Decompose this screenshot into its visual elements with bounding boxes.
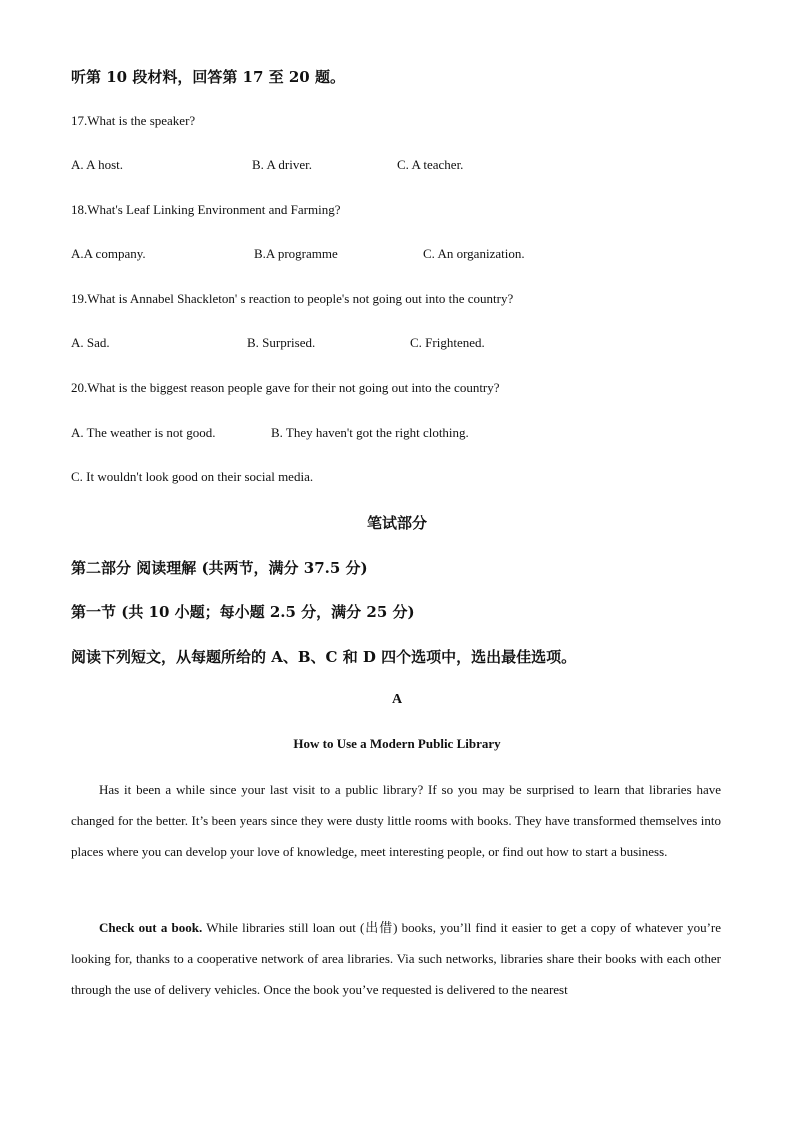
q18-option-a: A.A company. (71, 246, 146, 261)
reading-instruction: 阅读下列短文，从每题所给的 A、B、C 和 D 四个选项中，选出最佳选项。 (71, 648, 577, 666)
question-19: 19.What is Annabel Shackleton' s reaction to people's not going out into the country? (71, 291, 514, 306)
paragraph-1-text: Has it been a while since your last visit to a public library? If so you may be surprised to learn that libraries have changed for the better. It’s been years since they were dusty little rooms with books. They have transformed themselves into places where you can develop your love of knowledge, meet interesting people, or find out how to start a business. (71, 782, 721, 859)
part-two-heading: 第二部分 阅读理解 (共两节，满分 37.5 分) (71, 559, 368, 577)
q19-option-b: B. Surprised. (247, 335, 316, 350)
section-one-heading: 第一节 (共 10 小题；每小题 2.5 分，满分 25 分) (71, 603, 415, 621)
q17-option-b: B. A driver. (252, 157, 312, 172)
q19-option-c: C. Frightened. (410, 335, 485, 350)
paragraph-2-text: While libraries still loan out (出借) books, you’ll find it easier to get a copy of whatever you’re looking for, thanks to a cooperative network of area libraries. Via such networks, libraries share their books with each other through the use of delivery vehicles. Once the book you’ve requested is delivered to the nearest (71, 920, 721, 997)
question-20: 20.What is the biggest reason people gave for their not going out into the country? (71, 380, 500, 395)
q20-option-c: C. It wouldn't look good on their social media. (71, 469, 314, 484)
passage-letter: A (391, 692, 403, 707)
q18-option-b: B.A programme (254, 246, 338, 261)
q17-option-c: C. A teacher. (397, 157, 464, 172)
question-17: 17.What is the speaker? (71, 113, 196, 128)
passage-paragraph-2 (71, 912, 721, 1005)
q20-option-a: A. The weather is not good. (71, 425, 216, 440)
q19-option-a: A. Sad. (71, 335, 110, 350)
q17-option-a: A. A host. (71, 157, 124, 172)
written-part-title: 笔试部分 (366, 514, 427, 532)
q18-option-c: C. An organization. (423, 246, 525, 261)
passage-paragraph-1 (71, 774, 721, 867)
passage-title: How to Use a Modern Public Library (293, 736, 501, 751)
listening-heading: 听第 10 段材料，回答第 17 至 20 题。 (71, 68, 345, 86)
q20-option-b: B. They haven't got the right clothing. (271, 425, 469, 440)
question-18: 18.What's Leaf Linking Environment and Farming? (71, 202, 341, 217)
paragraph-2-lead: Check out a book. (99, 920, 203, 935)
